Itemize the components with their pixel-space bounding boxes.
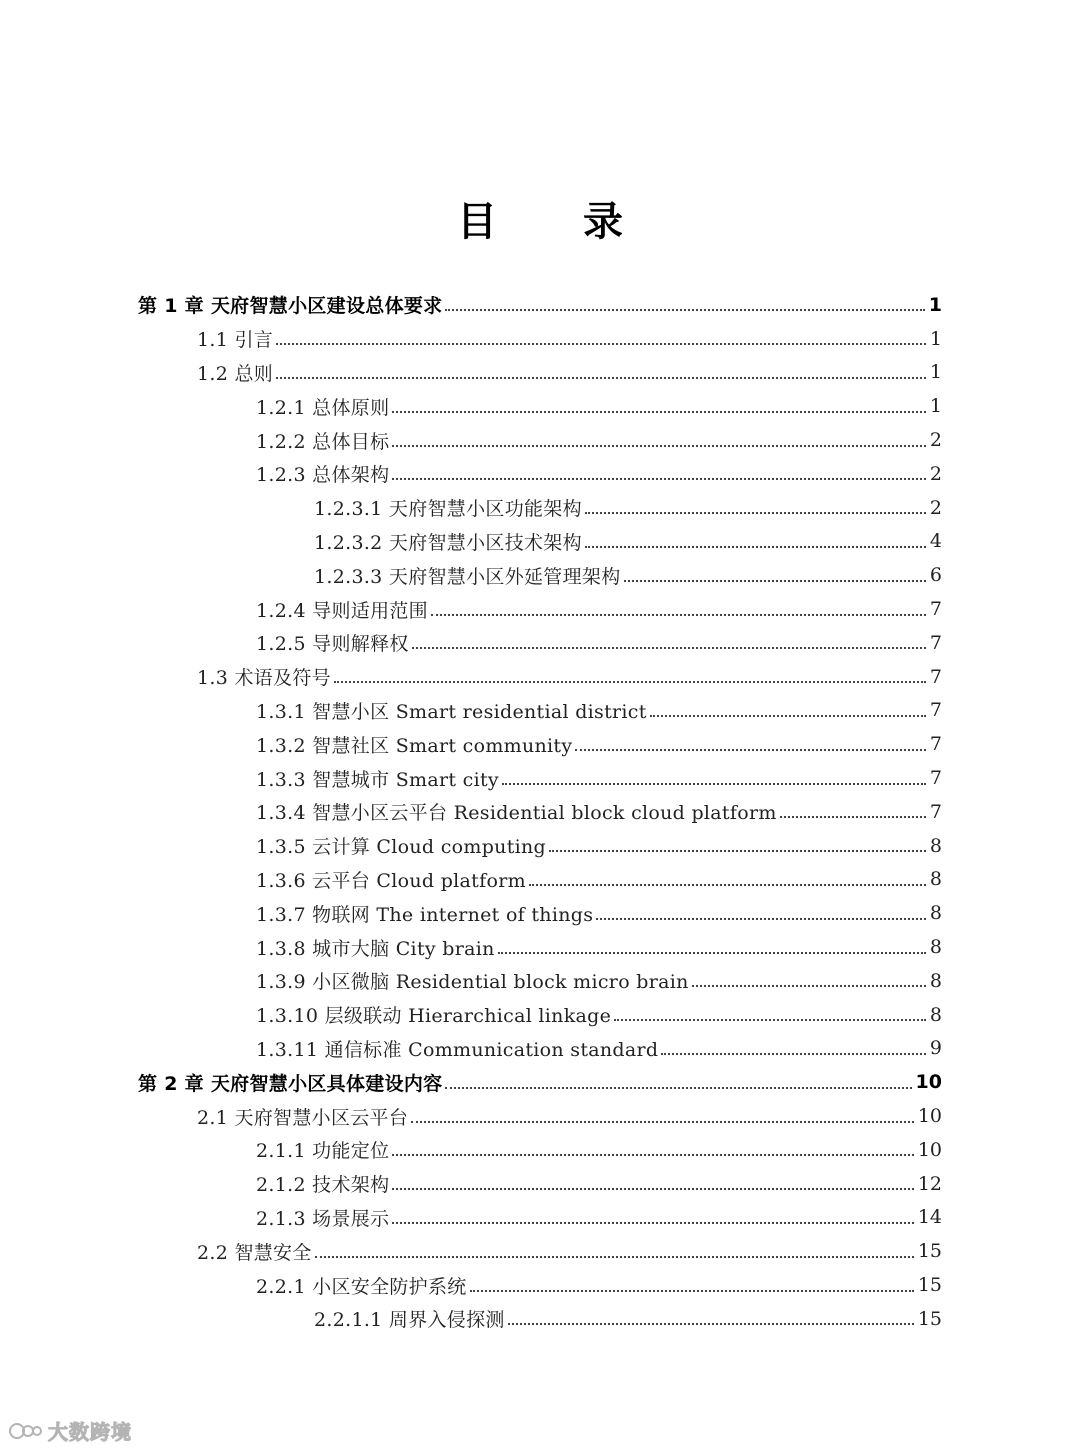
toc-entry-page-number: 1 (929, 327, 942, 350)
toc-entry-page-number: 10 (917, 1138, 942, 1161)
toc-entry-label: 1.2.5 导则解释权 (256, 633, 409, 656)
toc-entry-page-number: 4 (929, 530, 942, 553)
toc-entry-page-number: 7 (929, 631, 942, 654)
toc-entry[interactable] (0, 1133, 1080, 1167)
toc-dot-leader (445, 1086, 911, 1089)
toc-entry[interactable] (0, 1032, 1080, 1066)
toc-entry[interactable] (0, 356, 1080, 390)
toc-entry-page-number: 2 (929, 429, 942, 452)
toc-dot-leader (412, 646, 926, 649)
toc-dot-leader (508, 1322, 914, 1325)
toc-entry-label: 1.2.1 总体原则 (256, 396, 390, 419)
toc-entry-page-number: 2 (929, 462, 942, 485)
toc-entry-page-number: 8 (929, 1003, 942, 1026)
toc-entry[interactable] (0, 1167, 1080, 1201)
toc-dot-leader (411, 1120, 914, 1123)
toc-entry[interactable] (0, 626, 1080, 660)
toc-entry-label: 1.3.2 智慧社区 Smart community (256, 734, 573, 757)
toc-dot-leader (392, 1187, 913, 1190)
toc-entry[interactable] (0, 1201, 1080, 1235)
toc-entry[interactable] (0, 930, 1080, 964)
toc-entry-label: 1.3.5 云计算 Cloud computing (256, 836, 547, 859)
toc-dot-leader (614, 1018, 926, 1021)
toc-entry[interactable] (0, 423, 1080, 457)
toc-dot-leader (315, 1255, 914, 1258)
toc-dot-leader (392, 1221, 913, 1224)
toc-entry-label: 1.3.7 物联网 The internet of things (256, 903, 594, 926)
toc-entry[interactable] (0, 322, 1080, 356)
toc-dot-leader (692, 984, 926, 987)
toc-entry[interactable] (0, 998, 1080, 1032)
toc-entry-label: 1.1 引言 (197, 329, 274, 352)
toc-dot-leader (585, 545, 926, 548)
toc-dot-leader (392, 410, 926, 413)
toc-dot-leader (624, 579, 926, 582)
toc-entry-page-number: 7 (929, 767, 942, 790)
toc-entry-page-number: 8 (929, 834, 942, 857)
toc-entry[interactable] (0, 863, 1080, 897)
toc-entry-page-number: 7 (929, 733, 942, 756)
toc-dot-leader (650, 714, 926, 717)
toc-entry[interactable] (0, 727, 1080, 761)
toc-entry-label: 1.3.4 智慧小区云平台 Residential block cloud platform (256, 802, 777, 825)
toc-entry[interactable] (0, 795, 1080, 829)
toc-dot-leader (334, 680, 926, 683)
toc-entry-label: 第 1 章 天府智慧小区建设总体要求 (138, 295, 443, 318)
toc-entry-label: 1.3.1 智慧小区 Smart residential district (256, 700, 647, 723)
toc-entry[interactable] (0, 525, 1080, 559)
toc-entry-label: 2.2 智慧安全 (197, 1241, 312, 1264)
toc-entry-page-number: 7 (929, 665, 942, 688)
toc-entry-label: 1.2.3.2 天府智慧小区技术架构 (314, 531, 582, 554)
toc-dot-leader (661, 1052, 926, 1055)
toc-entry[interactable] (0, 896, 1080, 930)
toc-entry-label: 2.1.3 场景展示 (256, 1207, 390, 1230)
toc-dot-leader (392, 444, 926, 447)
toc-dot-leader (276, 342, 926, 345)
toc-entry-label: 2.1.2 技术架构 (256, 1174, 390, 1197)
toc-entry-page-number: 7 (929, 800, 942, 823)
toc-entry[interactable] (0, 1234, 1080, 1268)
toc-entry-label: 1.3.3 智慧城市 Smart city (256, 768, 499, 791)
toc-entry-page-number: 9 (929, 1037, 942, 1060)
toc-entry-label: 1.2.3.1 天府智慧小区功能架构 (314, 498, 582, 521)
toc-dot-leader (276, 376, 926, 379)
toc-entry-label: 1.2.4 导则适用范围 (256, 599, 428, 622)
toc-dot-leader (529, 883, 926, 886)
toc-entry[interactable] (0, 1065, 1080, 1099)
toc-entry-page-number: 8 (929, 936, 942, 959)
toc-entry-label: 1.3.8 城市大脑 City brain (256, 937, 495, 960)
toc-entry-label: 2.2.1.1 周界入侵探测 (314, 1309, 505, 1332)
toc-entry-page-number: 10 (915, 1071, 942, 1094)
toc-entry[interactable] (0, 389, 1080, 423)
toc-entry-label: 2.1 天府智慧小区云平台 (197, 1106, 409, 1129)
toc-dot-leader (502, 782, 926, 785)
toc-dot-leader (780, 815, 926, 818)
toc-dot-leader (392, 477, 926, 480)
toc-entry-page-number: 6 (929, 564, 942, 587)
toc-entry[interactable] (0, 288, 1080, 322)
watermark-text: 大数跨境 (48, 1420, 132, 1444)
toc-entry-page-number: 7 (929, 699, 942, 722)
toc-entry-page-number: 8 (929, 868, 942, 891)
toc-entry-label: 1.3.11 通信标准 Communication standard (256, 1038, 659, 1061)
toc-entry-label: 1.2.2 总体目标 (256, 430, 390, 453)
toc-entry-label: 2.2.1 小区安全防护系统 (256, 1275, 467, 1298)
toc-dot-leader (575, 748, 926, 751)
toc-entry[interactable] (0, 457, 1080, 491)
toc-dot-leader (549, 849, 926, 852)
toc-dot-leader (431, 613, 926, 616)
toc-dot-leader (585, 511, 926, 514)
toc-entry-page-number: 10 (917, 1105, 942, 1128)
toc-entry[interactable] (0, 761, 1080, 795)
brand-logo-icon (8, 1418, 44, 1444)
toc-entry-page-number: 1 (929, 361, 942, 384)
toc-entry-label: 2.1.1 功能定位 (256, 1140, 390, 1163)
toc-entry-label: 1.3.6 云平台 Cloud platform (256, 869, 526, 892)
toc-entry-label: 1.3.9 小区微脑 Residential block micro brain (256, 971, 689, 994)
toc-entry-page-number: 2 (929, 496, 942, 519)
toc-entry-label: 1.3.10 层级联动 Hierarchical linkage (256, 1005, 612, 1028)
toc-entry[interactable] (0, 1268, 1080, 1302)
toc-entry[interactable] (0, 592, 1080, 626)
toc-entry[interactable] (0, 694, 1080, 728)
toc-entry-label: 1.3 术语及符号 (197, 667, 331, 690)
toc-entry-label: 1.2 总则 (197, 362, 274, 385)
toc-dot-leader (392, 1153, 913, 1156)
toc-dot-leader (596, 917, 926, 920)
toc-dot-leader (498, 951, 926, 954)
toc-entry-page-number: 8 (929, 969, 942, 992)
toc-entry-label: 1.2.3.3 天府智慧小区外延管理架构 (314, 565, 621, 588)
watermark (8, 1416, 132, 1445)
toc-dot-leader (470, 1289, 914, 1292)
toc-entry[interactable] (0, 964, 1080, 998)
toc-entry-page-number: 15 (917, 1274, 942, 1296)
table-of-contents (0, 288, 1080, 1336)
toc-entry[interactable] (0, 1099, 1080, 1133)
toc-entry-page-number: 12 (917, 1172, 942, 1195)
toc-entry-page-number: 7 (929, 598, 942, 621)
toc-entry[interactable] (0, 558, 1080, 592)
toc-entry-page-number: 14 (917, 1206, 942, 1229)
toc-dot-leader (445, 308, 924, 311)
toc-entry-label: 第 2 章 天府智慧小区具体建设内容 (138, 1072, 443, 1095)
page-title: 目 录 (457, 199, 659, 245)
toc-entry[interactable] (0, 1302, 1080, 1336)
toc-entry[interactable] (0, 491, 1080, 525)
toc-entry-page-number: 15 (917, 1307, 942, 1330)
toc-entry-label: 1.2.3 总体架构 (256, 464, 390, 487)
toc-entry[interactable] (0, 660, 1080, 694)
toc-entry-page-number: 15 (917, 1240, 942, 1263)
toc-entry-page-number: 1 (928, 293, 942, 316)
toc-entry-page-number: 1 (929, 395, 942, 418)
toc-entry[interactable] (0, 829, 1080, 863)
toc-entry-page-number: 8 (929, 902, 942, 925)
